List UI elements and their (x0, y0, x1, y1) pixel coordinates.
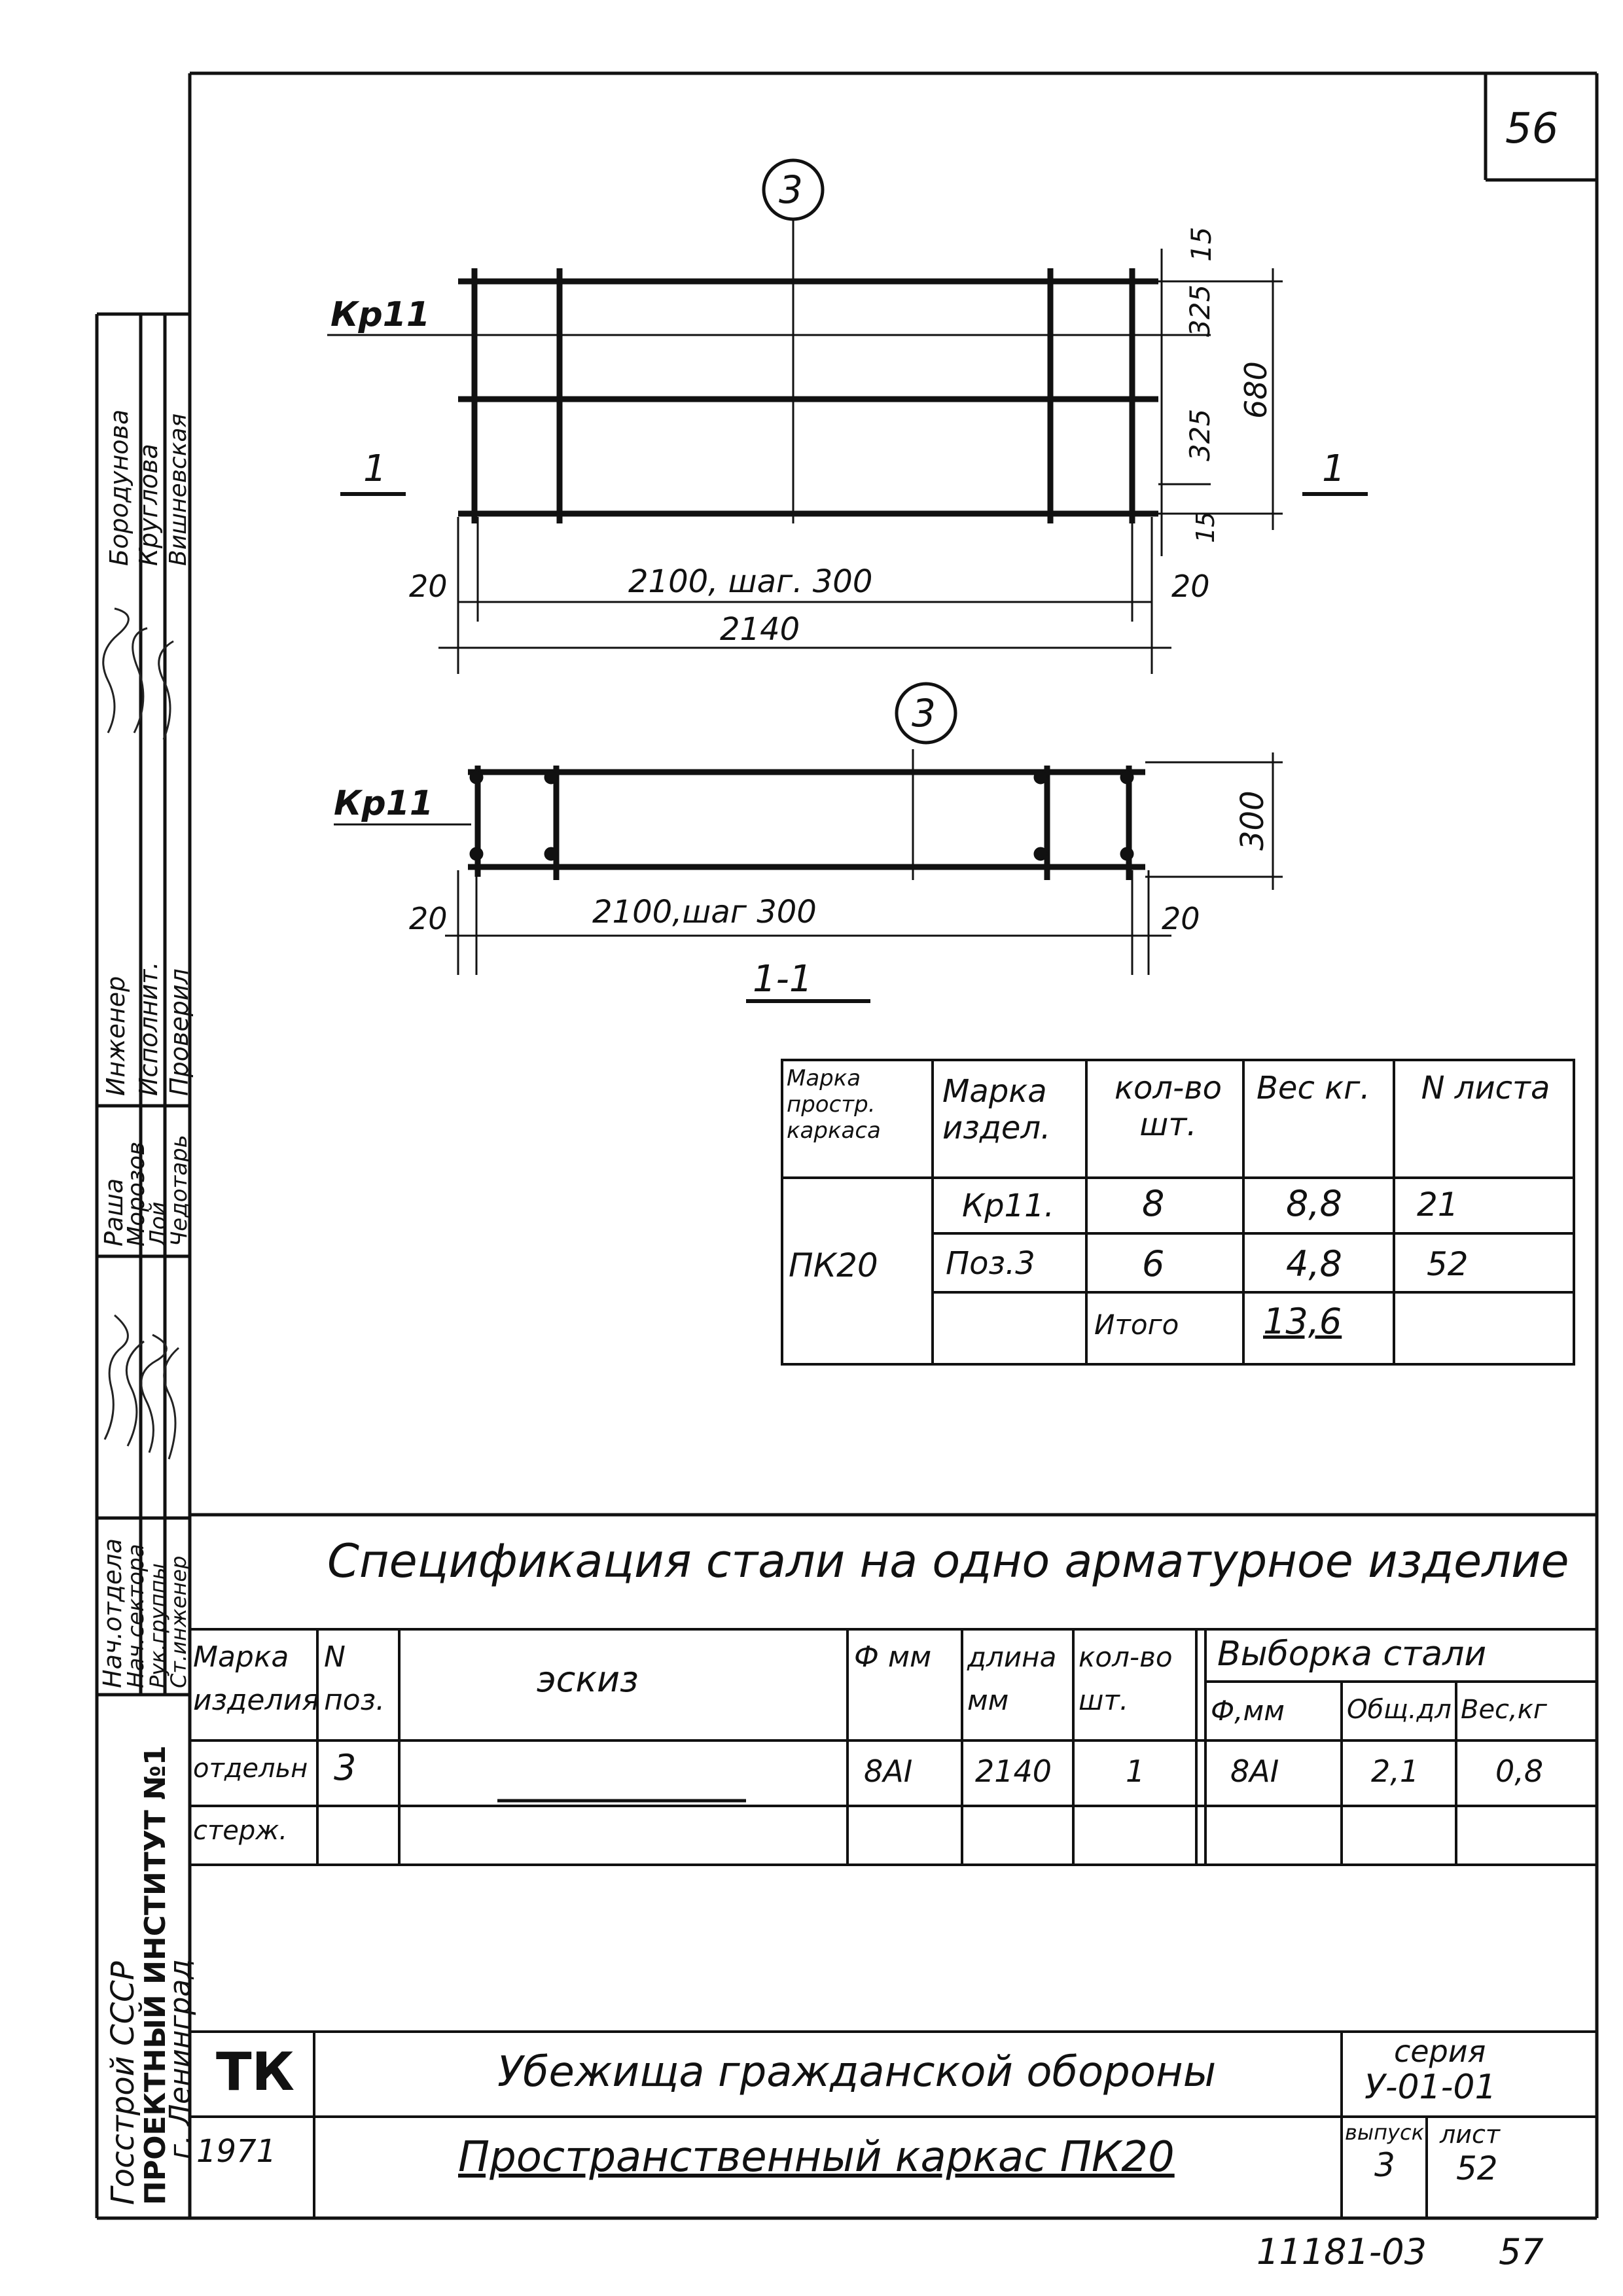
spec-header-mark: Марка изделия (193, 1640, 319, 1717)
side-role-group-lead: Рук.группы (145, 1563, 170, 1688)
section-dim-height: 300 (1234, 790, 1271, 851)
section-title: 1-1 (753, 958, 813, 1000)
drawing-name: Пространственный каркас ПК20 (458, 2133, 1175, 2181)
section-frame-label: Кр11 (334, 784, 434, 823)
side-role-head-dept: Нач.отдела (98, 1538, 127, 1688)
issue-label: выпуск (1345, 2120, 1424, 2145)
plan-position-mark: 3 (779, 168, 803, 212)
spec-header-pos: N поз. (324, 1640, 385, 1717)
side-name-b1: Бородунова (105, 409, 134, 566)
sheet-value: 52 (1456, 2149, 1498, 2187)
plan-frame-label: Кр11 (330, 295, 431, 334)
plan-dim-bottom-offset: 15 (1191, 511, 1220, 543)
spec-row-mark-line1: отдельн (193, 1754, 308, 1784)
parts-header-weight: Вес кг. (1257, 1070, 1370, 1106)
section-dim-right-margin: 20 (1162, 901, 1200, 936)
parts-row-2-item: Поз.3 (946, 1245, 1035, 1282)
spec-row-sel-len: 2,1 (1371, 1754, 1419, 1789)
side-name-a4: Чедотарь (166, 1135, 192, 1246)
spec-header-sel-len: Общ.дл (1347, 1695, 1452, 1725)
spec-row-qty: 1 (1126, 1754, 1145, 1789)
side-name-b3: Вишневская (165, 413, 192, 566)
plan-section-mark-left: 1 (363, 448, 387, 490)
parts-row-1-qty: 8 (1142, 1183, 1165, 1224)
parts-row-2-qty: 6 (1142, 1243, 1165, 1284)
side-org-line2: ПРОЕКТНЫЙ ИНСТИТУТ №1 (139, 1745, 172, 2205)
spec-row-sel-weight: 0,8 (1495, 1754, 1544, 1789)
side-role-head-sector: Нач.сектора (123, 1544, 149, 1688)
plan-dim-spacing-b: 325 (1184, 408, 1216, 461)
side-org-line3: г. Ленинград (164, 1959, 197, 2159)
sheet-label: лист (1440, 2120, 1501, 2149)
series-value: У-01-01 (1364, 2068, 1497, 2107)
spec-header-selection: Выборка стали (1217, 1634, 1487, 1674)
side-role-engineer: Инженер (101, 976, 130, 1096)
plan-dim-right-margin: 20 (1171, 569, 1210, 604)
parts-header-qty: кол-во шт. (1114, 1070, 1222, 1143)
spec-row-mark-line2: стерж. (193, 1816, 288, 1846)
spec-header-sel-dia: Ф,мм (1211, 1695, 1285, 1727)
spec-header-dia: Ф мм (854, 1640, 932, 1674)
plan-dim-span-step: 2100, шаг. 300 (628, 563, 873, 600)
section-dim-span-step: 2100,шаг 300 (592, 894, 817, 930)
section-position-mark: 3 (912, 691, 936, 735)
spec-row-pos: 3 (334, 1747, 357, 1788)
plan-dim-total-height: 680 (1238, 361, 1274, 419)
side-name-a2: Морозов (123, 1141, 150, 1246)
spec-row-length: 2140 (975, 1754, 1052, 1789)
parts-total-label: Итого (1094, 1309, 1179, 1341)
plan-section-mark-right: 1 (1322, 448, 1346, 490)
series-label: серия (1394, 2034, 1486, 2069)
year: 1971 (196, 2133, 277, 2170)
project-title: Убежища гражданской обороны (497, 2048, 1217, 2096)
signatures (0, 0, 196, 1701)
parts-row-1-weight: 8,8 (1286, 1183, 1342, 1224)
side-role-executor: Исполнит. (134, 961, 163, 1096)
plan-dim-top-offset: 15 (1185, 226, 1217, 262)
section-dim-left-margin: 20 (409, 901, 448, 936)
parts-header-frame-mark: Марка простр. каркаса (787, 1065, 881, 1144)
side-name-b2: Круглова (134, 444, 163, 566)
spec-header-qty: кол-во шт. (1079, 1641, 1173, 1716)
parts-total-value: 13,6 (1263, 1301, 1342, 1342)
spec-header-sel-weight: Вес,кг (1461, 1695, 1547, 1725)
side-name-a1: Раша (99, 1178, 128, 1246)
side-name-a3: Лой (145, 1201, 171, 1246)
page-number: 56 (1505, 105, 1559, 153)
parts-frame-mark: ПК20 (789, 1246, 878, 1284)
plan-dim-spacing-a: 325 (1184, 284, 1216, 337)
parts-row-1-item: Кр11. (962, 1188, 1054, 1224)
spec-row-sel-dia: 8АI (1230, 1754, 1279, 1789)
archive-code: 11181-03 (1257, 2231, 1427, 2272)
parts-header-sheet: N листа (1421, 1070, 1550, 1106)
side-role-checked: Проверил (165, 968, 194, 1096)
plan-dim-total-length: 2140 (720, 611, 800, 648)
org-code: ТК (216, 2041, 294, 2102)
side-org-line1: Госстрой СССР (105, 1961, 141, 2205)
archive-page: 57 (1499, 2231, 1544, 2272)
parts-row-2-weight: 4,8 (1286, 1243, 1342, 1284)
spec-header-length: длина мм (967, 1641, 1057, 1716)
parts-row-2-sheet: 52 (1427, 1245, 1469, 1283)
spec-header-sketch: эскиз (537, 1659, 639, 1700)
side-role-senior-eng: Ст.инженер (166, 1555, 191, 1688)
spec-row-dia: 8АI (864, 1754, 913, 1789)
spec-title: Спецификация стали на одно арматурное изделие (327, 1534, 1569, 1588)
plan-dim-left-margin: 20 (409, 569, 448, 604)
parts-row-1-sheet: 21 (1417, 1186, 1459, 1224)
issue-value: 3 (1374, 2146, 1395, 2184)
parts-header-item-mark: Марка издел. (942, 1073, 1051, 1146)
